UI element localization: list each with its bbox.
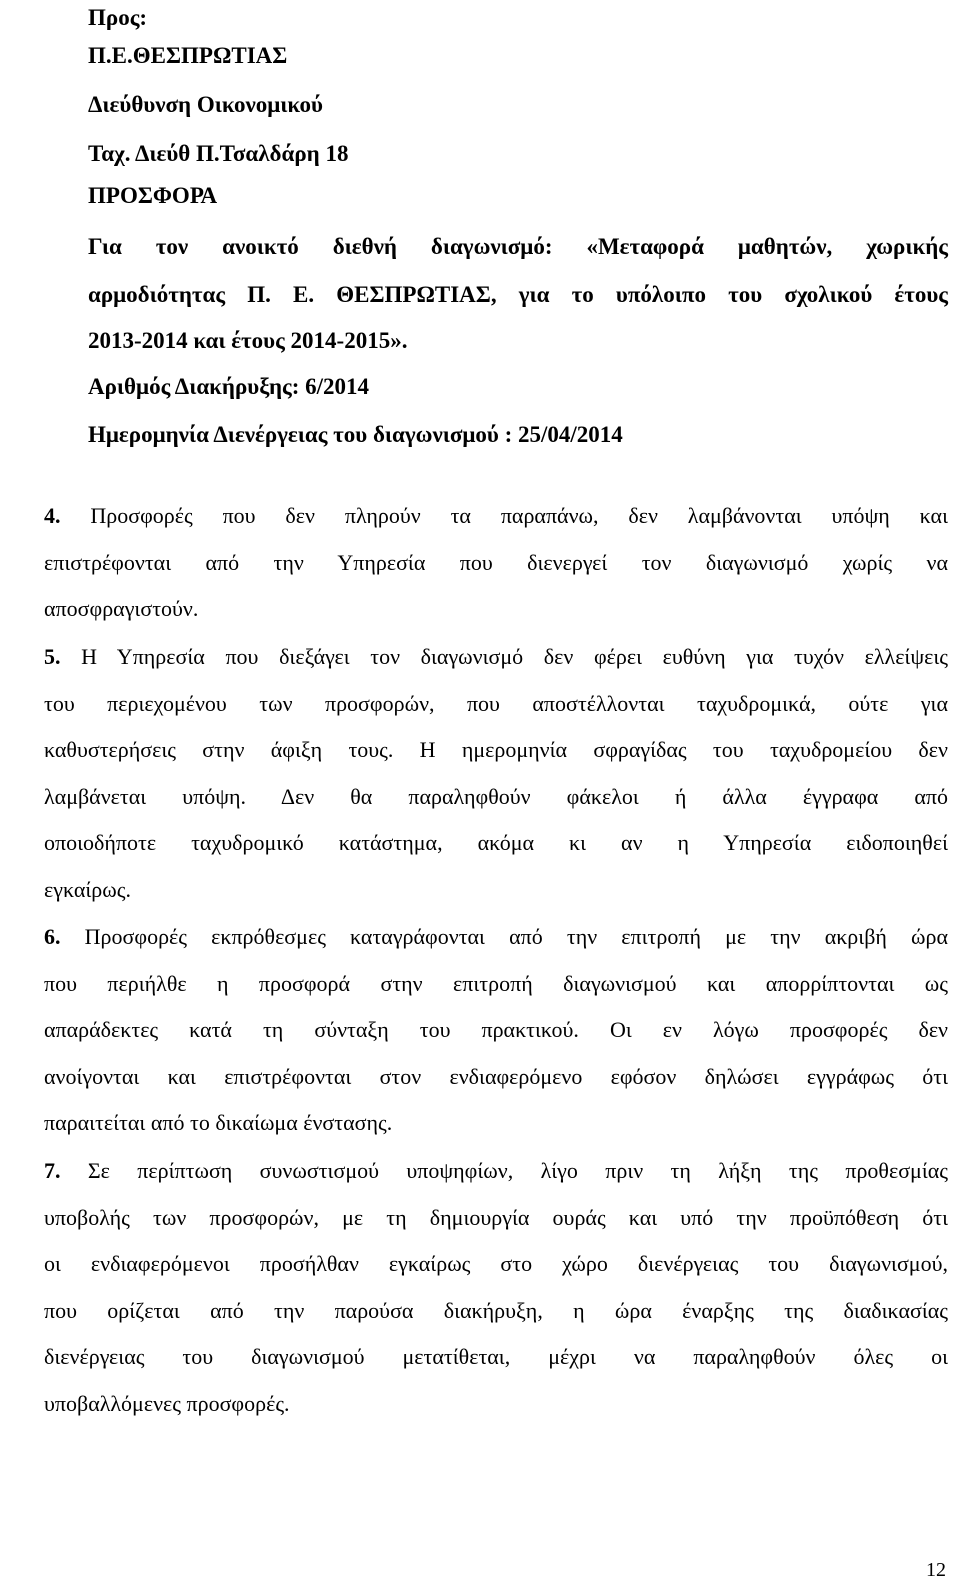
- department-name: Διεύθυνση Οικονομικού: [88, 92, 323, 117]
- clause-text-line: που ορίζεται από την παρούσα διακήρυξη, η ώρα έναρξης της διαδικασίας: [44, 1298, 948, 1323]
- clause-text-line: οι ενδιαφερόμενοι προσήλθαν εγκαίρως στο χώρο διενέργειας του διαγωνισμού,: [44, 1251, 948, 1276]
- clause-text-line: Η Υπηρεσία που διεξάγει τον διαγωνισμό δεν φέρει ευθύνη για τυχόν ελλείψεις: [81, 644, 948, 669]
- clause-number: 5.: [44, 644, 61, 669]
- clause-text-line: καθυστερήσεις στην άφιξη τους. Η ημερομηνία σφραγίδας του ταχυδρομείου δεν: [44, 737, 948, 762]
- clause-text-line: υποβολής των προσφορών, με τη δημιουργία ουράς και υπό την προϋπόθεση ότι: [44, 1205, 948, 1230]
- clause-text-line: οποιοδήποτε ταχυδρομικό κατάστημα, ακόμα κι αν η Υπηρεσία ειδοποιηθεί: [44, 830, 948, 855]
- notice-number: Αριθμός Διακήρυξης: 6/2014: [88, 374, 370, 399]
- clause-text-line: επιστρέφονται από την Υπηρεσία που διενεργεί τον διαγωνισμό χωρίς να: [44, 550, 948, 575]
- clause-text-line: που περιήλθε η προσφορά στην επιτροπή διαγωνισμού και απορρίπτονται ως: [44, 971, 948, 996]
- clause-text-line: Σε περίπτωση συνωστισμού υποψηφίων, λίγο πριν τη λήξη της προθεσμίας: [87, 1158, 949, 1183]
- clause-text-line: διενέργειας του διαγωνισμού μετατίθεται, μέχρι να παραληφθούν όλες οι: [44, 1344, 948, 1369]
- clause-text-line: του περιεχομένου των προσφορών, που αποστέλλονται ταχυδρομικά, ούτε για: [44, 691, 948, 716]
- page-number: 12: [926, 1559, 946, 1581]
- clause-number: 6.: [44, 924, 61, 949]
- clause-number: 4.: [44, 503, 61, 528]
- clause-text-line: λαμβάνεται υπόψη. Δεν θα παραληφθούν φάκελοι ή άλλα έγγραφα από: [44, 784, 948, 809]
- subject-line-1: Για τον ανοικτό διεθνή διαγωνισμό: «Μεταφορά μαθητών, χωρικής: [88, 234, 948, 259]
- clause-text-line: εγκαίρως.: [44, 877, 131, 902]
- postal-address: Ταχ. Διεύθ Π.Τσαλδάρη 18: [88, 141, 349, 166]
- clause-text-line: υποβαλλόμενες προσφορές.: [44, 1391, 290, 1416]
- recipient-label: Προς:: [88, 5, 148, 30]
- tender-date: Ημερομηνία Διενέργειας του διαγωνισμού : 25/04/2014: [88, 422, 623, 447]
- clause-text-line: παραιτείται από το δικαίωμα ένστασης.: [44, 1110, 393, 1135]
- organization-name: Π.Ε.ΘΕΣΠΡΩΤΙΑΣ: [88, 43, 288, 68]
- clause-text-line: Προσφορές εκπρόθεσμες καταγράφονται από την επιτροπή με την ακριβή ώρα: [84, 924, 949, 949]
- subject-line-3: 2013-2014 και έτους 2014-2015».: [88, 328, 408, 353]
- clause-text-line: αποσφραγιστούν.: [44, 596, 199, 621]
- clause-number: 7.: [44, 1158, 61, 1183]
- clause-text-line: Προσφορές που δεν πληρούν τα παραπάνω, δεν λαμβάνονται υπόψη και: [90, 503, 948, 528]
- clause-text-line: ανοίγονται και επιστρέφονται στον ενδιαφερόμενο εφόσον δηλώσει εγγράφως ότι: [44, 1064, 948, 1089]
- clause-text-line: απαράδεκτες κατά τη σύνταξη του πρακτικού. Οι εν λόγω προσφορές δεν: [44, 1017, 948, 1042]
- offer-title: ΠΡΟΣΦΟΡΑ: [88, 183, 218, 208]
- subject-line-2: αρμοδιότητας Π. Ε. ΘΕΣΠΡΩΤΙΑΣ, για το υπόλοιπο του σχολικού έτους: [88, 282, 948, 307]
